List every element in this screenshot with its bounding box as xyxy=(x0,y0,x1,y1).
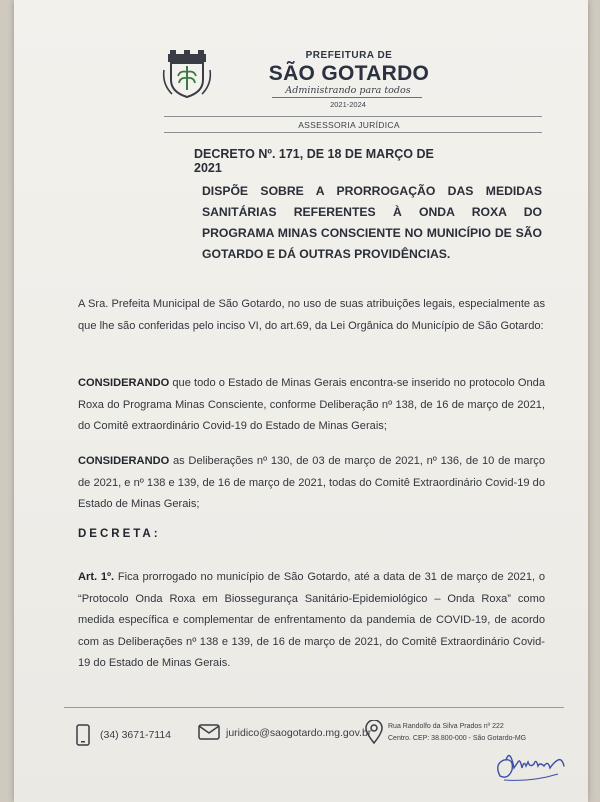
administration-term: 2021-2024 xyxy=(330,100,366,109)
footer-address-line-2: Centro. CEP: 38.800-000 - São Gotardo-MG xyxy=(388,735,527,742)
considerando-keyword: CONSIDERANDO xyxy=(78,377,170,389)
decree-summary: DISPÕE SOBRE A PRORROGAÇÃO DAS MEDIDAS SANITÁRIAS REFERENTES À ONDA ROXA DO PROGRAMA MINAS CONSCIENTE NO MUNICÍPIO DE SÃO GOTARDO E DÁ OUTRAS PROVIDÊNCIAS. xyxy=(202,184,542,261)
city-name: SÃO GOTARDO xyxy=(268,62,430,85)
footer-address-line-1: Rua Randolfo da Silva Prados nº 222 xyxy=(388,723,504,730)
preamble-paragraph: A Sra. Prefeita Municipal de São Gotardo, no uso de suas atribuições legais, especialmente as que lhe são conferidas pelo inciso VI, do art.69, da Lei Orgânica do Município de São Gotardo: xyxy=(78,298,545,332)
municipal-crest-icon xyxy=(162,50,212,98)
footer-divider xyxy=(64,707,564,708)
document-page xyxy=(14,0,588,802)
header-divider-top xyxy=(164,116,542,117)
considerando-paragraph-1 xyxy=(78,373,545,438)
considerando-text: as Deliberações nº 130, de 03 de março de 2021, nº 136, de 10 de março de 2021, e nº 138 e 139, de 16 de março de 2021, todas do Comitê Extraordinário Covid-19 do Estado de Minas Gerais; xyxy=(78,455,545,510)
considerando-text: que todo o Estado de Minas Gerais encontra-se inserido no protocolo Onda Roxa do Programa Minas Consciente, conforme Deliberação nº 138, de 16 de março de 2021, do Comitê extraordinário Covid-19 do Estado de Minas Gerais; xyxy=(78,377,545,432)
decree-title: DECRETO Nº. 171, DE 18 DE MARÇO DE 2021 xyxy=(194,147,434,175)
considerando-keyword: CONSIDERANDO xyxy=(78,455,170,467)
prefeitura-label: PREFEITURA DE xyxy=(305,50,393,61)
handwritten-signature xyxy=(492,738,572,788)
footer-phone: (34) 3671-7114 xyxy=(100,729,172,741)
footer-email: juridico@saogotardo.mg.gov.br xyxy=(226,727,372,739)
location-pin-icon xyxy=(365,720,383,744)
mail-icon xyxy=(198,724,220,740)
decreta-heading: DECRETA: xyxy=(78,528,161,540)
slogan-divider xyxy=(272,97,422,98)
article-1-paragraph xyxy=(78,567,545,675)
header-divider-bottom xyxy=(164,132,542,133)
letterhead xyxy=(14,40,588,140)
phone-icon xyxy=(76,724,90,746)
article-label: Art. 1º. xyxy=(78,571,115,583)
slogan: Administrando para todos xyxy=(285,85,411,96)
considerando-paragraph-2 xyxy=(78,451,545,516)
article-text: Fica prorrogado no município de São Gotardo, até a data de 31 de março de 2021, o “Protocolo Onda Roxa em Biossegurança Sanitário-Epidemiológico – Onda Roxa” como medida específica e complementar de enfrentamento da pandemia de COVID-19, de acordo com as Deliberações nº 138 e 139, de 16 de março de 2021, do Comitê Extraordinário Covid-19 do Estado de Minas Gerais. xyxy=(78,571,545,669)
department-label: ASSESSORIA JURÍDICA xyxy=(298,120,400,130)
